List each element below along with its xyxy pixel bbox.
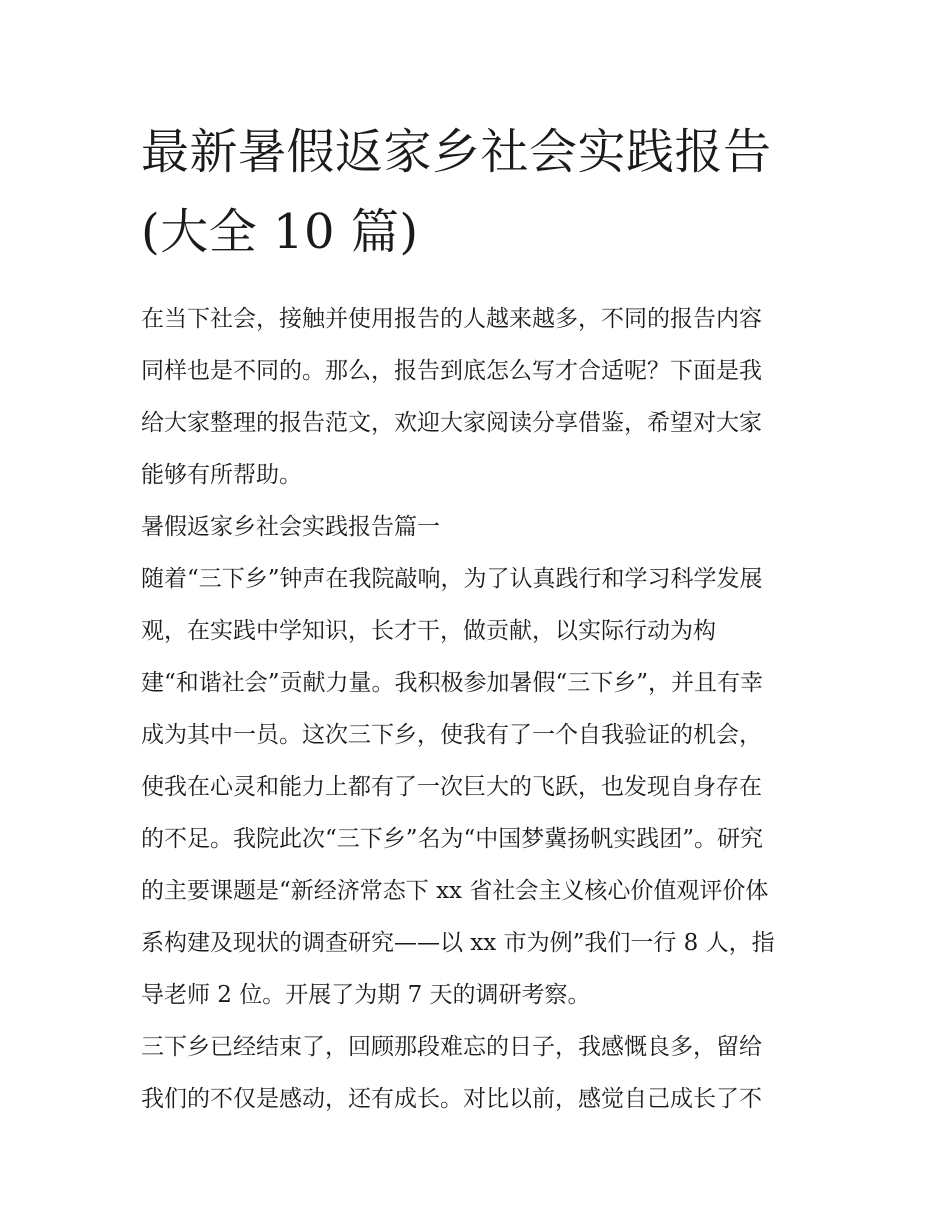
paragraph-1-line-3: 建“和谐社会”贡献力量。我积极参加暑假“三下乡”，并且有幸 [141,670,764,696]
paragraph-1-line-8: 系构建及现状的调查研究——以 xx 市为例”我们一行 8 人，指 [141,930,775,956]
body-paragraph-2 [141,1021,813,1125]
intro-line-4: 能够有所帮助。 [141,462,302,488]
paragraph-1-line-2: 观，在实践中学知识，长才干，做贡献，以实际行动为构 [141,618,716,644]
document-title [141,112,813,272]
paragraph-1-line-5: 使我在心灵和能力上都有了一次巨大的飞跃，也发现自身存在 [141,774,762,800]
intro-line-2: 同样也是不同的。那么，报告到底怎么写才合适呢？下面是我 [141,358,762,384]
paragraph-1-line-6: 的不足。我院此次“三下乡”名为“中国梦冀扬帆实践团”。研究 [141,826,764,852]
intro-paragraph [141,293,813,501]
paragraph-1-line-4: 成为其中一员。这次三下乡，使我有了一个自我验证的机会， [141,722,762,748]
document-content [141,112,813,1125]
section-heading [141,501,813,553]
paragraph-2-line-1: 三下乡已经结束了，回顾那段难忘的日子，我感慨良多，留给 [141,1034,762,1060]
section-heading-text: 暑假返家乡社会实践报告篇一 [141,514,440,540]
paragraph-1-line-7: 的主要课题是“新经济常态下 xx 省社会主义核心价值观评价体 [141,878,769,904]
intro-line-1: 在当下社会，接触并使用报告的人越来越多，不同的报告内容 [141,306,762,332]
title-line-2: (大全 10 篇) [141,204,419,260]
document-body [141,293,813,1125]
intro-line-3: 给大家整理的报告范文，欢迎大家阅读分享借鉴，希望对大家 [141,410,762,436]
body-paragraph-1 [141,553,813,1021]
paragraph-2-line-2: 我们的不仅是感动，还有成长。对比以前，感觉自己成长了不 [141,1086,762,1112]
title-line-1: 最新暑假返家乡社会实践报告 [141,124,772,180]
paragraph-1-line-9: 导老师 2 位。开展了为期 7 天的调研考察。 [141,982,591,1008]
paragraph-1-line-1: 随着“三下乡”钟声在我院敲响，为了认真践行和学习科学发展 [141,566,763,592]
